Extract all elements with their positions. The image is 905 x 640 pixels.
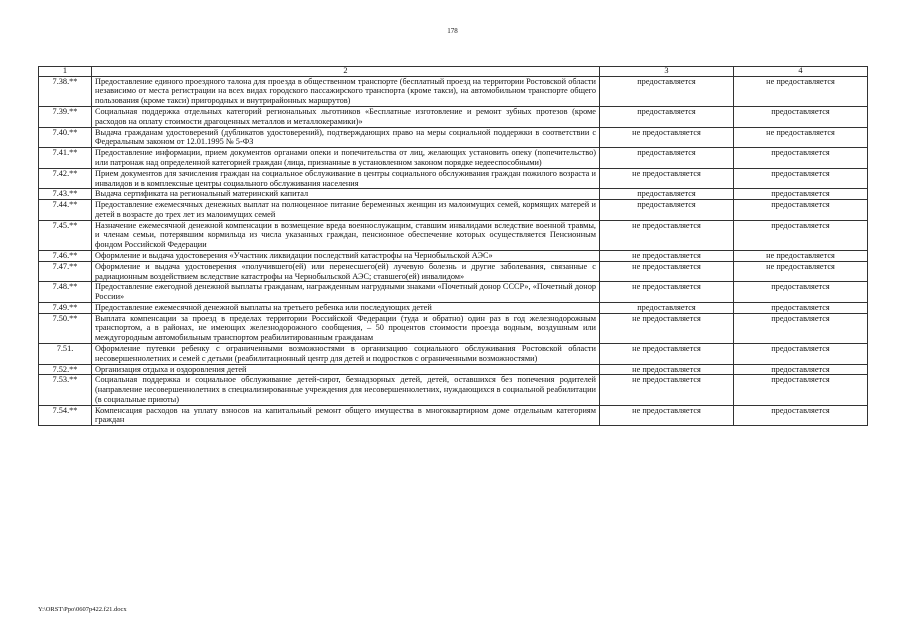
- service-description: Выплата компенсации за проезд в пределах территории Российской Федерации (туда и обратно) один раз в год железнодорожным транспортом, а в районах, не имеющих железнодорожного сообщения, – 50 процентов стоимости проезда водным, воздушным или междугородным автомобильным транспортом реабилитированным гражданам: [92, 313, 600, 343]
- status-column-4: предоставляется: [734, 364, 868, 375]
- status-column-4: не предоставляется: [734, 250, 868, 261]
- services-table: [38, 66, 868, 426]
- status-column-4: предоставляется: [734, 200, 868, 221]
- status-column-3: предоставляется: [600, 200, 734, 221]
- row-number: 7.53.**: [39, 375, 92, 405]
- status-column-3: не предоставляется: [600, 282, 734, 303]
- row-number: 7.41.**: [39, 148, 92, 169]
- service-description: Социальная поддержка отдельных категорий региональных льготников «Бесплатные изготовление и ремонт зубных протезов (кроме расходов на оплату стоимости драгоценных металлов и металлокерамики)»: [92, 107, 600, 128]
- status-column-3: не предоставляется: [600, 375, 734, 405]
- status-column-4: не предоставляется: [734, 127, 868, 148]
- status-column-4: не предоставляется: [734, 76, 868, 106]
- table-row: [39, 261, 868, 282]
- status-column-3: предоставляется: [600, 148, 734, 169]
- table-row: [39, 148, 868, 169]
- status-column-3: не предоставляется: [600, 168, 734, 189]
- status-column-3: не предоставляется: [600, 364, 734, 375]
- row-number: 7.51.: [39, 344, 92, 365]
- service-description: Предоставление ежегодной денежной выплаты гражданам, награжденным нагрудными знаками «Почетный донор СССР», «Почетный донор России»: [92, 282, 600, 303]
- status-column-4: предоставляется: [734, 282, 868, 303]
- table-row: [39, 375, 868, 405]
- status-column-3: не предоставляется: [600, 261, 734, 282]
- service-description: Оформление и выдача удостоверения «получившего(ей) или перенесшего(ей) лучевую болезнь и другие заболевания, связанные с радиационным воздействием вследствие катастрофы на Чернобыльской АЭС; ставшего(ей) инвалидом»: [92, 261, 600, 282]
- row-number: 7.38.**: [39, 76, 92, 106]
- column-header: 2: [92, 67, 600, 77]
- status-column-3: не предоставляется: [600, 313, 734, 343]
- row-number: 7.44.**: [39, 200, 92, 221]
- column-header: 3: [600, 67, 734, 77]
- table-row: [39, 189, 868, 200]
- row-number: 7.40.**: [39, 127, 92, 148]
- status-column-4: не предоставляется: [734, 261, 868, 282]
- status-column-3: не предоставляется: [600, 127, 734, 148]
- service-description: Назначение ежемесячной денежной компенсации в возмещение вреда военнослужащим, ставшим инвалидами вследствие военной травмы, и членам семьи, потерявшим кормильца из числа указанных граждан, пенсионное обеспечение которых осуществляется Пенсионным фондом Российской Федерации: [92, 220, 600, 250]
- table-row: [39, 364, 868, 375]
- service-description: Оформление путевки ребенку с ограниченными возможностями в организацию социального обслуживания Ростовской области несовершеннолетних и семей с детьми (реабилитационный центр для детей и подростков с ограниченными возможностями): [92, 344, 600, 365]
- row-number: 7.47.**: [39, 261, 92, 282]
- table-row: [39, 107, 868, 128]
- status-column-4: предоставляется: [734, 375, 868, 405]
- table-row: [39, 168, 868, 189]
- service-description: Выдача гражданам удостоверений (дубликатов удостоверений), подтверждающих право на меры социальной поддержки в соответствии с Федеральным законом от 12.01.1995 № 5-ФЗ: [92, 127, 600, 148]
- status-column-3: не предоставляется: [600, 220, 734, 250]
- service-description: Предоставление информации, прием документов органами опеки и попечительства от лиц, желающих установить опеку (попечительство) или патронаж над определенной категорией граждан (лица, признанные в установленном законом порядке недееспособными): [92, 148, 600, 169]
- service-description: Социальная поддержка и социальное обслуживание детей-сирот, безнадзорных детей, детей, оставшихся без попечения родителей (направление несовершеннолетних в специализированные учреждения для несовершеннолетних, нуждающихся в социальной реабилитации (в социальные приюты): [92, 375, 600, 405]
- status-column-3: не предоставляется: [600, 405, 734, 426]
- row-number: 7.52.**: [39, 364, 92, 375]
- status-column-4: предоставляется: [734, 302, 868, 313]
- service-description: Предоставление ежемесячной денежной выплаты на третьего ребенка или последующих детей: [92, 302, 600, 313]
- table-row: [39, 76, 868, 106]
- row-number: 7.49.**: [39, 302, 92, 313]
- row-number: 7.54.**: [39, 405, 92, 426]
- table-header-row: [39, 67, 868, 77]
- column-header: 1: [39, 67, 92, 77]
- status-column-4: предоставляется: [734, 189, 868, 200]
- status-column-3: не предоставляется: [600, 250, 734, 261]
- service-description: Предоставление ежемесячных денежных выплат на полноценное питание беременных женщин из малоимущих семей, кормящих матерей и детей в возрасте до трех лет из малоимущих семей: [92, 200, 600, 221]
- row-number: 7.45.**: [39, 220, 92, 250]
- service-description: Предоставление единого проездного талона для проезда в общественном транспорте (бесплатный проезд на территории Ростовской области независимо от места регистрации на всех видах городского пассажирского транспорта (кроме такси), на автомобильном транспорте общего пользования (кроме такси) пригородных и внутрирайонных маршрутов): [92, 76, 600, 106]
- status-column-4: предоставляется: [734, 168, 868, 189]
- status-column-3: предоставляется: [600, 302, 734, 313]
- table-row: [39, 344, 868, 365]
- table-row: [39, 200, 868, 221]
- table-row: [39, 302, 868, 313]
- page-number: 178: [447, 27, 458, 35]
- table-row: [39, 405, 868, 426]
- file-path-footer: Y:\ORST\Ppo\0607p422.f21.docx: [38, 606, 127, 613]
- table-body: [39, 76, 868, 426]
- service-description: Выдача сертификата на региональный материнский капитал: [92, 189, 600, 200]
- status-column-4: предоставляется: [734, 107, 868, 128]
- table-row: [39, 127, 868, 148]
- row-number: 7.48.**: [39, 282, 92, 303]
- table-row: [39, 313, 868, 343]
- status-column-4: предоставляется: [734, 405, 868, 426]
- status-column-3: предоставляется: [600, 189, 734, 200]
- column-header: 4: [734, 67, 868, 77]
- status-column-4: предоставляется: [734, 220, 868, 250]
- row-number: 7.46.**: [39, 250, 92, 261]
- status-column-3: не предоставляется: [600, 344, 734, 365]
- status-column-4: предоставляется: [734, 344, 868, 365]
- service-description: Компенсация расходов на уплату взносов на капитальный ремонт общего имущества в многоквартирном доме отдельным категориям граждан: [92, 405, 600, 426]
- row-number: 7.43.**: [39, 189, 92, 200]
- service-description: Организация отдыха и оздоровления детей: [92, 364, 600, 375]
- table-row: [39, 250, 868, 261]
- row-number: 7.39.**: [39, 107, 92, 128]
- service-description: Прием документов для зачисления граждан на социальное обслуживание в центры социального обслуживания граждан пожилого возраста и инвалидов и в комплексные центры социального обслуживания населения: [92, 168, 600, 189]
- status-column-3: предоставляется: [600, 107, 734, 128]
- row-number: 7.42.**: [39, 168, 92, 189]
- table-row: [39, 282, 868, 303]
- status-column-4: предоставляется: [734, 313, 868, 343]
- status-column-4: предоставляется: [734, 148, 868, 169]
- service-description: Оформление и выдача удостоверения «Участник ликвидации последствий катастрофы на Чернобыльской АЭС»: [92, 250, 600, 261]
- status-column-3: предоставляется: [600, 76, 734, 106]
- table-row: [39, 220, 868, 250]
- row-number: 7.50.**: [39, 313, 92, 343]
